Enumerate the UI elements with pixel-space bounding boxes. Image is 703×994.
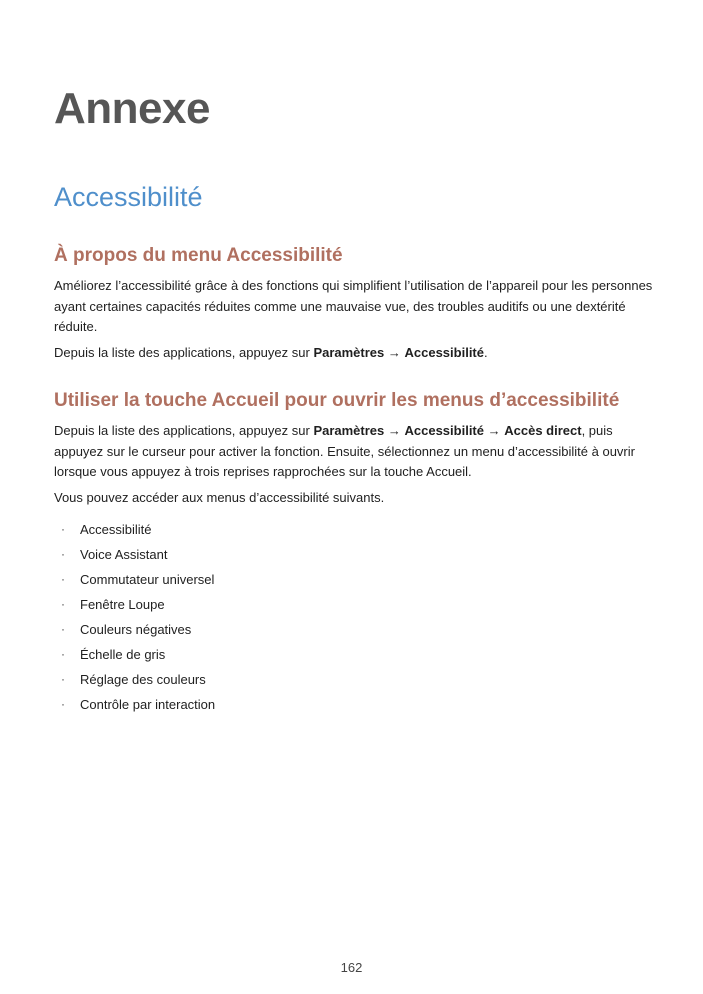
accessibility-label: Accessibilité (404, 423, 484, 438)
about-paragraph: Améliorez l’accessibilité grâce à des fonctions qui simplifient l’utilisation de l’appareil pour les personnes ayant certaines capacités réduites comme une mauvaise vue, des troubles auditifs ou une dextérité réduite. (54, 278, 653, 334)
home-instr-prefix: Depuis la liste des applications, appuyez sur (54, 423, 314, 438)
list-item-label: Commutateur universel (80, 572, 215, 587)
list-item (54, 667, 654, 692)
list-item-label: Couleurs négatives (80, 622, 192, 637)
bullet-icon: · (61, 647, 65, 661)
bullet-icon: · (61, 622, 65, 636)
home-key-instructions (54, 421, 654, 483)
arrow-icon: → (384, 344, 405, 360)
list-item (54, 517, 654, 542)
about-instructions (54, 343, 654, 364)
list-item-label: Voice Assistant (80, 547, 168, 562)
chapter-title: Annexe (54, 84, 210, 133)
subheading-home-key: Utiliser la touche Accueil pour ouvrir les menus d’accessibilité (54, 390, 620, 411)
arrow-icon: → (384, 423, 405, 438)
list-item-label: Réglage des couleurs (80, 672, 206, 687)
list-item (54, 617, 654, 642)
home-instr-suffix: , puis appuyez sur le curseur pour activer la fonction. Ensuite, sélectionnez un menu d’accessibilité à ouvrir lorsque vous appuyez à trois reprises rapprochées sur la touche Accueil. (54, 423, 635, 479)
section-title: Accessibilité (54, 182, 203, 212)
about-instr-prefix: Depuis la liste des applications, appuyez sur (54, 344, 314, 360)
about-instr-suffix: . (484, 344, 488, 360)
bullet-icon: · (61, 697, 65, 711)
menus-intro: Vous pouvez accéder aux menus d’accessibilité suivants. (54, 489, 385, 505)
section-home-key (54, 390, 654, 717)
bullet-icon: · (61, 522, 65, 536)
list-item (54, 542, 654, 567)
list-item (54, 692, 654, 717)
section-about-accessibility (54, 245, 654, 368)
list-item-label: Accessibilité (80, 522, 152, 537)
direct-access-label: Accès direct (504, 423, 582, 438)
accessibility-menu-list (54, 517, 654, 717)
page-number: 162 (340, 960, 363, 975)
list-item (54, 642, 654, 667)
list-item-label: Fenêtre Loupe (80, 597, 165, 612)
list-item-label: Échelle de gris (80, 647, 166, 662)
bullet-icon: · (61, 572, 65, 586)
bullet-icon: · (61, 672, 65, 686)
subheading-about: À propos du menu Accessibilité (54, 245, 343, 266)
bullet-icon: · (61, 597, 65, 611)
list-item (54, 567, 654, 592)
settings-label: Paramètres (313, 344, 385, 360)
list-item (54, 592, 654, 617)
list-item-label: Contrôle par interaction (80, 697, 216, 712)
arrow-icon: → (484, 423, 505, 438)
bullet-icon: · (61, 547, 65, 561)
accessibility-label: Accessibilité (404, 344, 484, 360)
settings-label: Paramètres (313, 423, 385, 438)
